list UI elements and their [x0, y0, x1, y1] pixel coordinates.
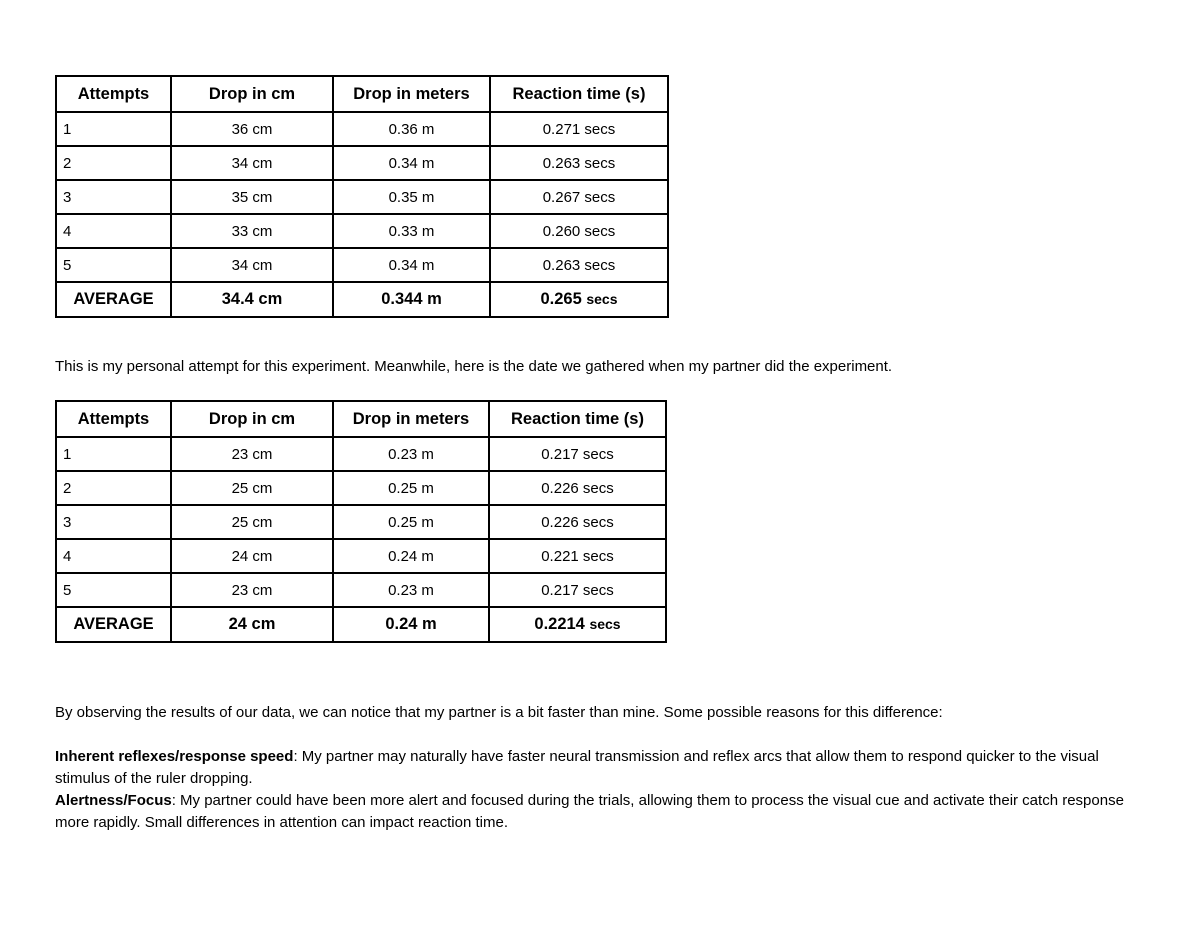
- attempt-cell: 2: [56, 146, 171, 180]
- reaction-time-cell: 0.217 secs: [489, 437, 666, 471]
- attempt-cell: 5: [56, 573, 171, 607]
- reason-alertness-title: Alertness/Focus: [55, 792, 172, 809]
- table-row: [56, 180, 668, 214]
- observation-paragraph: By observing the results of our data, we can notice that my partner is a bit faster than mine. Some possible reasons for this difference:: [55, 704, 943, 721]
- drop-cm-cell: 25 cm: [171, 505, 333, 539]
- reaction-time-cell: 0.217 secs: [489, 573, 666, 607]
- table-row: [56, 146, 668, 180]
- average-row: [56, 607, 666, 642]
- drop-cm-cell: 24 cm: [171, 539, 333, 573]
- drop-cm-cell: 34 cm: [171, 146, 333, 180]
- attempt-cell: 1: [56, 437, 171, 471]
- reason-reflexes-title: Inherent reflexes/response speed: [55, 748, 294, 765]
- reaction-time-cell: 0.226 secs: [489, 471, 666, 505]
- reason-reflexes-paragraph: [55, 746, 1155, 790]
- drop-cm-cell: 34 cm: [171, 248, 333, 282]
- reaction-time-cell: 0.271 secs: [490, 112, 668, 146]
- drop-cm-cell: 23 cm: [171, 437, 333, 471]
- drop-meters-cell: 0.34 m: [333, 248, 490, 282]
- reaction-time-cell: 0.221 secs: [489, 539, 666, 573]
- average-drop-cm: 24 cm: [171, 607, 333, 642]
- average-drop-meters: 0.344 m: [333, 282, 490, 317]
- drop-meters-cell: 0.23 m: [333, 573, 489, 607]
- drop-cm-cell: 35 cm: [171, 180, 333, 214]
- column-header-drop-cm: Drop in cm: [171, 401, 333, 437]
- average-label: AVERAGE: [56, 607, 171, 642]
- column-header-reaction-time: Reaction time (s): [489, 401, 666, 437]
- reason-reflexes-text: : My partner may naturally have faster neural transmission and reflex arcs that allow them to respond quicker to the visual stimulus of the ruler dropping.: [55, 748, 1099, 787]
- reason-alertness-text: : My partner could have been more alert and focused during the trials, allowing them to process the visual cue and activate their catch response more rapidly. Small differences in attention can impact reaction time.: [55, 792, 1124, 831]
- table-row: [56, 248, 668, 282]
- drop-meters-cell: 0.25 m: [333, 471, 489, 505]
- drop-cm-cell: 33 cm: [171, 214, 333, 248]
- attempt-cell: 4: [56, 539, 171, 573]
- drop-meters-cell: 0.25 m: [333, 505, 489, 539]
- attempt-cell: 1: [56, 112, 171, 146]
- partner-results-table: [55, 400, 667, 643]
- table-row: [56, 573, 666, 607]
- table-row: [56, 112, 668, 146]
- column-header-attempts: Attempts: [56, 401, 171, 437]
- table-header-row: [56, 76, 668, 112]
- column-header-reaction-time: Reaction time (s): [490, 76, 668, 112]
- column-header-drop-cm: Drop in cm: [171, 76, 333, 112]
- reaction-time-cell: 0.267 secs: [490, 180, 668, 214]
- reaction-time-cell: 0.260 secs: [490, 214, 668, 248]
- drop-meters-cell: 0.23 m: [333, 437, 489, 471]
- average-time-value: 0.2214: [534, 615, 585, 633]
- reaction-time-cell: 0.226 secs: [489, 505, 666, 539]
- average-time-unit: secs: [589, 616, 621, 632]
- attempt-cell: 3: [56, 505, 171, 539]
- column-header-attempts: Attempts: [56, 76, 171, 112]
- drop-meters-cell: 0.34 m: [333, 146, 490, 180]
- average-drop-cm: 34.4 cm: [171, 282, 333, 317]
- column-header-drop-meters: Drop in meters: [333, 76, 490, 112]
- table-row: [56, 471, 666, 505]
- average-label: AVERAGE: [56, 282, 171, 317]
- drop-meters-cell: 0.35 m: [333, 180, 490, 214]
- average-row: [56, 282, 668, 317]
- attempt-cell: 4: [56, 214, 171, 248]
- reaction-time-cell: 0.263 secs: [490, 146, 668, 180]
- table-row: [56, 437, 666, 471]
- attempt-cell: 5: [56, 248, 171, 282]
- reason-alertness-paragraph: [55, 790, 1155, 834]
- attempt-cell: 2: [56, 471, 171, 505]
- drop-meters-cell: 0.33 m: [333, 214, 490, 248]
- drop-cm-cell: 36 cm: [171, 112, 333, 146]
- average-time-value: 0.265: [540, 290, 582, 308]
- average-reaction-time: [490, 282, 668, 317]
- average-reaction-time: [489, 607, 666, 642]
- reaction-time-cell: 0.263 secs: [490, 248, 668, 282]
- table-header-row: [56, 401, 666, 437]
- column-header-drop-meters: Drop in meters: [333, 401, 489, 437]
- personal-results-table: [55, 75, 669, 318]
- drop-meters-cell: 0.36 m: [333, 112, 490, 146]
- attempt-cell: 3: [56, 180, 171, 214]
- drop-cm-cell: 25 cm: [171, 471, 333, 505]
- drop-cm-cell: 23 cm: [171, 573, 333, 607]
- average-time-unit: secs: [586, 291, 618, 307]
- table-row: [56, 505, 666, 539]
- average-drop-meters: 0.24 m: [333, 607, 489, 642]
- table-row: [56, 539, 666, 573]
- intro-paragraph: This is my personal attempt for this experiment. Meanwhile, here is the date we gathered when my partner did the experiment.: [55, 358, 893, 375]
- drop-meters-cell: 0.24 m: [333, 539, 489, 573]
- table-row: [56, 214, 668, 248]
